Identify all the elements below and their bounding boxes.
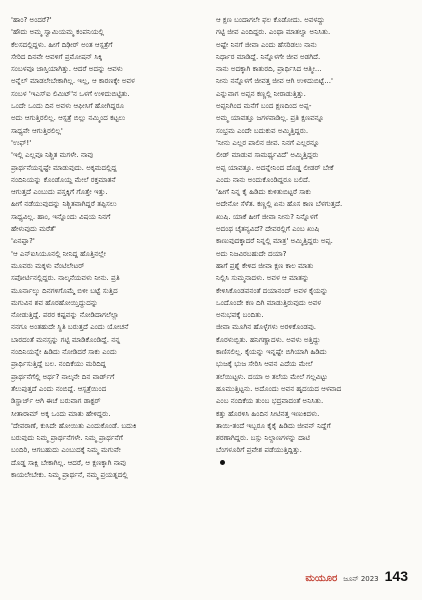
text-line: ಹೇಳುವುದು ಮರೆತೆ' xyxy=(11,224,57,234)
text-line: ಡಿಸ್ಚಾರ್ಜ್ ಆಗಿ ಈಚೆ ಬರುವಾಗ ಡಾಕ್ಟರ್ xyxy=(11,396,101,406)
text-line: 'ಹಾಂ? ಅಂದರೆ?' xyxy=(11,15,52,24)
text-line: ಕಾಣುವುದಕ್ಕಾದರೆ ನಿನ್ನಲ್ಲಿ ಮಾತ್ರ' ಅಮ್ಮಿತ್ತಿದ್ದರು ಅಪ್ಪ. xyxy=(216,236,333,246)
text-line: ಆಗುತ್ತದೆ ಎಂಬುದು ಪಸ್ತಕ್ಕಿಗೆ ಗೊತ್ತೇ ಇತ್ತು. xyxy=(11,187,108,197)
text-line: ಅದು ಆಗುತ್ತಿರಲಿಲ್ಲ. ಆಸ್ಪತ್ರೆ ಬಿಲ್ಲು ನಮ್ಮಿಂದ ಕಟ್ಟಲು xyxy=(11,113,126,123)
text-line: 'ಆ ಎನ್‌ಐಸಿಯೂನಲ್ಲಿ ನೀನಿದ್ದ ಹೊತ್ತಿನಲ್ಲೇ xyxy=(11,248,106,258)
text-line: ಕೆಲಸದಲ್ಲಿದ್ದಳು. ಹೀಗೆ ದಿಢೀರ್ ಅಂತ ಆಸ್ಪತ್ರೆಗೆ xyxy=(11,39,113,49)
text-line: 'ಹೌದು ಅಮ್ಮ ಸ್ವಾಮಿಯಮ್ಮ ಕಂಪನಿಯಲ್ಲಿ xyxy=(11,27,104,37)
text-line: ಅದಂಥ ಚೈತನ್ಯವಿದೆ? ದೇವರಲ್ಲಿಗೆ ಎಂಬ ಖುಷಿ xyxy=(216,224,320,234)
text-line: ಕಾಯಲೇಬೇಕು. ನಿಮ್ಮ ಪ್ರಾರ್ಥನೆ, ನಮ್ಮ ಪ್ರಯತ್ನದಲ್ಲಿ xyxy=(11,469,128,479)
text-line: ತಾಯಿ-ತಂದೆ ಇಬ್ಬರೂ ಕೈಕೈ ಹಿಡಿದು ಜೀವನ್ ನಿದ್ದೆಗೆ xyxy=(216,420,331,430)
text-line: ಗಟ್ಟಿ ಜೀವ ಎಂದಿದ್ದರು. ಎಂಥಾ ಮಾತಲ್ವಾ ಅನಿಸಿತು. xyxy=(216,27,331,37)
page-number: 143 xyxy=(384,568,408,584)
text-line: ನನಗೂ ಅಂತಹುದೇ ಸ್ಥಿತಿ ಬರುತ್ತದೆ ಎಂದು ಯೋಚನೆ xyxy=(11,322,129,332)
right-column xyxy=(216,14,402,469)
text-line: ಕೊರಳುಬ್ಬಿತು. ಹನಿಗಣ್ಣಾದಳು. ಅವಳು ಅತ್ತಿದ್ದು xyxy=(216,334,321,344)
text-line: ಅದೇನೋ ಸೆಳೆತ. ಕಣ್ಣಲ್ಲಿ ಏನು ಹೊಸ ಕಾಣ ಬೆಳಗುತ್ತದೆ. xyxy=(216,199,343,209)
text-line: ಕತ್ತು ಹೊರಳಿಸಿ ಹಿಂದಿನ ಸೀಟಿನತ್ತ ಇಣುಕಿದಳು. xyxy=(216,408,320,418)
text-line: 'ನೀನು ಎಲ್ಲರ ಪಾಲಿನ ಜೀವ. ನಿನಗೆ ಎಲ್ಲರನ್ನೂ xyxy=(216,137,320,147)
text-line: ಪ್ರಾರ್ಥನೆಗೆಲ್ಲಿ ಅರ್ಥ? ನಾಲ್ಕನೇ ದಿನ ವಾರ್ಡ್‌ಗೆ xyxy=(11,371,115,381)
text-line: ಲೀಡ್ ಮಾಡುವ ಸಾಮರ್ಥ್ಯವಿದೆ' ಅಮ್ಮಿತ್ತಿದ್ದರು xyxy=(216,150,319,160)
text-line: ನಂದಿನಿಯನ್ನು ಕೊಂಡೊಯ್ದ ಮೇಲೆ ರಕ್ತಮಾತನೆ xyxy=(11,174,116,184)
text-line: ಎನ್ನುವಾಗ ಅಪ್ಪನ ಕಣ್ಣಲ್ಲಿ ನೀರಾಡುತ್ತಿತ್ತು. xyxy=(216,88,306,98)
text-line: ತೆಲುಪುತ್ತದೆ ಎಂದು ನಂಬಿದ್ದೆ. ಆಸ್ಪತ್ರೆಯಿಂದ xyxy=(11,383,107,393)
text-line: 'ಇಲ್ಲಿ ಎಲ್ಲವೂ ನಿಶ್ಚಿತ ಮಗಳೇ. ನಾವು xyxy=(11,150,94,160)
text-line: ಖುಷಿ. ಯಾಕೆ ಹೀಗೆ ಜೀವಾ ನೀನು? ನಿನ್ನೊಳಗೆ xyxy=(216,211,318,221)
text-line: ಅಷ್ಟೇ ನಿನಗೆ ಜೀವಾ ಎಂದು ಹೆಸರಿಡಲು ನಾನು xyxy=(216,39,317,49)
text-line: 'ಉಫ್!' xyxy=(11,137,32,147)
text-line: 'ಏನಪ್ಪಾ?' xyxy=(11,236,35,246)
text-line: ಕಾಣಿಸಲಿಲ್ಲ. ಕೈಯನ್ನು ಇನ್ನಷ್ಟೇ ಬಿಗಿಯಾಗಿ ಹಿಡಿದು xyxy=(216,347,327,357)
text-line: ಮೂರ್ನಾಲ್ಕು ದಿನಗಳಿಗೊಮ್ಮೆ ಬಿಳೀ ಬಟ್ಟೆ ಸುತ್ತಿದ xyxy=(11,285,118,295)
text-line: ಹಾಗೆ ಪ್ರಶ್ನೆ ಕೇಳಿದ ಜೀವಾ ಕ್ಷಣ ಕಾಲ ಮಾತು xyxy=(216,260,314,270)
text-line: ಭುಜಕ್ಕೆ ಭುಜ ಸೇರಿಸಿ ಆವನ ಎದೆಯ ಮೇಲೆ xyxy=(216,359,313,369)
end-bullet-icon xyxy=(220,460,225,465)
text-line: ಆ ಕ್ಷಣ ಬಂದಾಗಲೇ ಫಲ ಕೊಡೋದು. ಅವಳದ್ದು xyxy=(216,15,325,24)
text-line: ಅದು ನಿಜವಿರಬಹುದೇ ದಯಾ? xyxy=(216,248,287,258)
text-line: 'ದೇವರಾಣೆ, ಕುಸಿದೇ ಹೋಯಿತು ಎಂದುಕೊಂಡೆ. ಬದುಕಿ xyxy=(11,420,137,430)
text-line: ಸಂಬಳವೂ ಜಾಸ್ತಿಯಾಗಿತ್ತು. ಆದರೆ ಅದನ್ನು ಆವಳು xyxy=(11,64,123,74)
text-line: ಅನ್ನೆಲ್ ಮಾಡಲೇಬೇಕಾಗಿಲ್ಲ. ಇಲ್ಲ, ಆ ಕಾರಣಕ್ಕೇ ಅವಳ xyxy=(11,76,135,86)
text-line: ಕೇಳಿಸಿಕೊಂಡವನಂತೆ ದಯಾನಂದ್ ಅವಳ ಕೈಯನ್ನು xyxy=(216,285,328,295)
text-line: ಮಗುವಿನ ಶವ ಹೊರಹೋಯ್ತಿದ್ದುದನ್ನು xyxy=(11,297,99,307)
text-line: ಎಂದು ನಾನು ಅಂದುಕೊಂಡಿದ್ದರೂ ಬಲಿದೆ. xyxy=(216,174,311,184)
text-line: ಬರುವುದು ನಿಮ್ಮ ಪ್ರಾರ್ಥನೆಗಳೇ. ನಿಮ್ಮ ಪ್ರಾರ್ಥನೆಗೆ xyxy=(11,433,123,443)
text-line: ಸಾಧ್ಯವೇ ಆಗುತ್ತಿರಲಿಲ್ಲ' xyxy=(11,125,63,135)
text-line: ಶರಣಾಗಿದ್ದರು. ಬಸ್ಸು ನಿಲ್ದಾಣಗಳನ್ನು ದಾಟಿ xyxy=(216,433,310,443)
text-line: ನೀನು ನನ್ನೊಳಗೆ ಜೀವತ್ತ ಜೀವ ಆಗಿ ಉಳಿದುಬಿಟ್ಟೆ...' xyxy=(216,76,333,86)
text-line: ಒಂದೇ ಒಂದು ದಿನ ಅವಳು ಆಫೀಸಿಗೆ ಹೋಗಿದ್ದರೂ xyxy=(11,101,125,111)
text-line: ಸಂಬಳ 'ಇಎಸ್‌ಐ ಲಿಮಿಟ್'ನ ಒಳಗೆ ಉಳಿದುಬಿಟ್ಟಿತು. xyxy=(11,88,130,98)
text-line: ಸಾಧ್ಯವಿಲ್ಲ. ಹಾಂ, ಇನ್ನೊಂದು ವಿಷಯ ನಿನಗೆ xyxy=(11,211,111,221)
text-line: ಪ್ರಾರ್ಥನೆಯನ್ನಷ್ಟೇ ಮಾಡುವುದು. ಅಕ್ಕಮದಲ್ಲಿದ್ದ xyxy=(11,162,117,172)
text-line: ಅಪ್ಪನಿಗಿಂದ ಮನೆಗೆ ಬಂದ ಕ್ಷಣದಿಂದ ಅಪ್ಪ- xyxy=(216,101,312,111)
magazine-logo: ಮಯೂರ xyxy=(305,573,338,584)
text-line: ಒಂದೊಂದೇ ಕಣ ದಿಗಿ ಮಾಡುತ್ತಿರುವುದು ಅವಳ xyxy=(216,297,322,307)
text-line: ಬಂದಿರಿ, ಆಗಬಹುದು ಎಂಬುದಕ್ಕೆ ನಿಮ್ಮ ಮಗುವೇ xyxy=(11,445,121,455)
left-column xyxy=(11,14,197,481)
text-line: ಬಾರದಂತೆ ಮನಸ್ಸನ್ನು ಗಟ್ಟಿ ಮಾಡಿಕೊಂಡಿದ್ದೆ. ನನ್ನ xyxy=(11,334,121,344)
text-line: ಅಮ್ಮ ಯಾವತ್ತೂ ಜಗಳವಾಡಿಲ್ಲ. ಪ್ರತಿ ಕ್ಷಣವನ್ನೂ xyxy=(216,113,325,123)
text-line: ನಿರ್ಧಾರ ಮಾಡಿದ್ದೆ. ನಿನ್ನೊಳಗೇ ಜೀವ ಅಡಗಿದೆ. xyxy=(216,51,321,61)
text-line: ಸಂಭ್ರಮ ಎಂದೇ ಬದುಕುವ ಅಮ್ಮಿತ್ತಿದ್ದರು. xyxy=(216,125,309,135)
text-line: ಪ್ರಾರ್ಥಿಸುತ್ತಿದ್ದೆ ಬಲ. ನಂದಿಕೆಯು ಮರಿದಿದ್ದ xyxy=(11,359,107,369)
issue-date: ಜೂನ್ 2023 xyxy=(343,575,379,583)
text-line: ಎಂಬ ನಂದಿಕೆಯ ತುಂಬ ಭದ್ರವಾದಂತೆ ಅನಿಸಿತು. xyxy=(216,396,324,406)
text-line: ಜೀವಾ ಮೂಗಿನ ಹೊಳ್ಳೆಗಳು ಅರಳಿಕೊಂಡವು. xyxy=(216,322,316,332)
text-line: ಬೆಂಗಳೂರಿಗೆ ಪ್ರವೇಶ ಪಡೆಯುತ್ತಿದ್ದಿತ್ತು. xyxy=(216,445,302,455)
text-line: ಸೇರಿದ ದಿನವೇ ಆವಳಿಗೆ ಪ್ರಮೋಷನ್ ಸಿಕ್ಕಿ xyxy=(11,51,103,61)
text-line: ನಾನು ಅದಕ್ಕಾಗಿ ಕಾತುರದಿ, ಪ್ರಾರ್ಥಿಸಿದ ಆತ್ಮೀ... xyxy=(216,64,322,74)
text-line: 'ಹೀಗೆ ನಿನ್ನ ಕೈ ಹಿಡಿದು ಕುಳಿತುಬಿಟ್ಟರೆ ಸಾಕು xyxy=(216,187,311,197)
text-line: ದೊಡ್ಡ ಸಾಕ್ಷಿ ಬೇಕಾಗಿಲ್ಲ. ಆದರೆ, ಆ ಕ್ಷಣಕ್ಕಾಗಿ ನಾವು xyxy=(11,457,126,467)
text-line: ಸೀತಾರಾಮ್ ಅಕ್ಕ ಒಂದು ಮಾತು ಹೇಳಿದ್ದರು. xyxy=(11,408,111,418)
text-line: ಮೂವರು ಮಕ್ಕಳು ವೆಂಟಿಲೇಟರ್ xyxy=(11,260,85,270)
text-line: ನೋಡುತ್ತಿದ್ದೆ. ಪರರ ಕಷ್ಟವನ್ನು ನೋಡಿದಾಗಲೆಲ್ಲಾ xyxy=(11,310,119,320)
text-line: ತಲೆಯಿಟ್ಟಳು. ದಯಾ ಅ ತಲೆಯ ಮೇಲೆ ಗಲ್ಲವಿಟ್ಟು xyxy=(216,371,328,381)
text-line: ಅಪ್ಪ ಯಾವತ್ತೂ. ಅದನ್ನೇನಿಂದ ದೊಡ್ಡ ಲೀಡರ್ ಬೇಕೆ xyxy=(216,162,334,172)
text-line: ಹೂಮುತ್ತಿಟ್ಟನು. ಅದೊಂದು ಅವನ ಹೃದಯದ ಆಳವಾದ xyxy=(216,383,342,393)
text-line: ಸಪೋರ್ಟಿನಲ್ಲಿದ್ದರು. ನಾಲ್ಕನೆಯವಳು ನೀನು. ಪ್ರತಿ xyxy=(11,273,120,283)
text-line: ಅನುಭವಕ್ಕೆ ಬಂದಿತು. xyxy=(216,310,264,320)
page-footer xyxy=(305,568,408,584)
text-line: ನಿಲ್ಲಿಸಿ ಸುಮ್ಮನಾದಳು. ಅವಳ ಆ ಮಾತನ್ನು xyxy=(216,273,310,283)
text-line: ನಂದಿನಿಯನ್ನೇ ಹಿಡಿದು ನೋಡಿದರೆ ಸಾಕು ಎಂದು xyxy=(11,347,117,357)
text-line: ಹೀಗೆ ನಡೆಯುವುದನ್ನು ನಿಶ್ಚಿತವಾಗಿದ್ದರೆ ತಪ್ಪಿಸಲು xyxy=(11,199,117,209)
